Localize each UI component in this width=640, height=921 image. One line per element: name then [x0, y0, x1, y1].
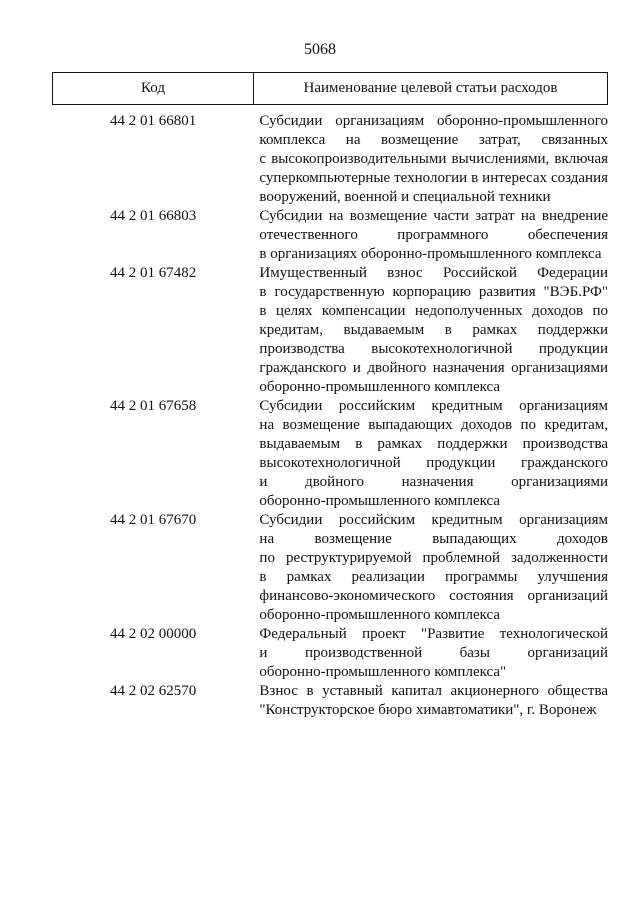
- row-name-line: в государственную корпорацию развития "ВЭБ.РФ": [259, 284, 608, 300]
- table-row: [52, 112, 608, 207]
- row-code: 44 2 01 67482: [110, 265, 197, 281]
- row-code: 44 2 02 62570: [110, 683, 197, 699]
- row-name: [251, 511, 608, 625]
- row-name-line: "Конструкторское бюро химавтоматики", г. Воронеж: [259, 702, 597, 718]
- row-name-line: гражданского и двойного назначения организациями: [259, 360, 608, 376]
- row-name-line: выдаваемым в рамках поддержки производства: [259, 436, 608, 452]
- row-name-line: отечественного программного обеспечения: [259, 227, 608, 243]
- row-name-line: оборонно-промышленного комплекса": [259, 664, 507, 680]
- column-header-code: Код: [53, 73, 254, 104]
- row-name-line: высокотехнологичной продукции гражданского: [259, 455, 608, 471]
- row-name-line: кредитам, выдаваемым в рамках поддержки: [259, 322, 608, 338]
- row-name-line: Субсидии российским кредитным организациям: [259, 512, 608, 528]
- column-header-name: Наименование целевой статьи расходов: [303, 80, 558, 96]
- table-row: [52, 682, 608, 720]
- table-row: [52, 625, 608, 682]
- table-row: [52, 511, 608, 625]
- row-name: [251, 264, 608, 397]
- row-name-line: комплекса на возмещение затрат, связанных: [259, 132, 608, 148]
- row-name-line: Федеральный проект "Развитие технологической: [259, 626, 608, 642]
- table-body: [52, 112, 608, 720]
- row-name-line: на возмещение выпадающих доходов: [259, 531, 608, 547]
- row-code: 44 2 01 66803: [110, 208, 197, 224]
- page-number: 5068: [304, 41, 336, 58]
- row-name-line: с высокопроизводительными вычислениями, включая: [259, 151, 608, 167]
- row-name-line: суперкомпьютерные технологии в интересах создания: [259, 170, 608, 186]
- row-code: 44 2 02 00000: [110, 626, 197, 642]
- row-name-line: и производственной базы организаций: [259, 645, 608, 661]
- table-row: [52, 397, 608, 511]
- row-name: [251, 207, 608, 264]
- row-name-line: на возмещение выпадающих доходов по кредитам,: [259, 417, 608, 433]
- row-name: [251, 625, 608, 682]
- row-name-line: в целях компенсации недополученных доходов по: [259, 303, 608, 319]
- row-name-line: в организациях оборонно-промышленного комплекса: [259, 246, 602, 262]
- table-row: [52, 207, 608, 264]
- row-name-line: в рамках реализации программы улучшения: [259, 569, 608, 585]
- row-name-line: Имущественный взнос Российской Федерации: [259, 265, 608, 281]
- row-name-line: оборонно-промышленного комплекса: [259, 379, 501, 395]
- row-name-line: финансово-экономического состояния организаций: [259, 588, 608, 604]
- table-header: [52, 72, 608, 105]
- row-name-line: производства высокотехнологичной продукции: [259, 341, 608, 357]
- row-name-line: вооружений, военной и специальной техники: [259, 189, 551, 205]
- row-name: [251, 682, 608, 720]
- row-code: 44 2 01 66801: [110, 113, 197, 129]
- row-code: 44 2 01 67658: [110, 398, 197, 414]
- row-name-line: и двойного назначения организациями: [259, 474, 608, 490]
- row-name-line: оборонно-промышленного комплекса: [259, 493, 501, 509]
- row-name: [251, 397, 608, 511]
- row-name-line: по реструктурируемой проблемной задолженности: [259, 550, 608, 566]
- table-row: [52, 264, 608, 397]
- row-name-line: Субсидии российским кредитным организациям: [259, 398, 608, 414]
- row-name: [251, 112, 608, 207]
- row-name-line: оборонно-промышленного комплекса: [259, 607, 501, 623]
- row-name-line: Взнос в уставный капитал акционерного общества: [259, 683, 608, 699]
- row-name-line: Субсидии организациям оборонно-промышленного: [259, 113, 608, 129]
- row-name-line: Субсидии на возмещение части затрат на внедрение: [259, 208, 608, 224]
- row-code: 44 2 01 67670: [110, 512, 197, 528]
